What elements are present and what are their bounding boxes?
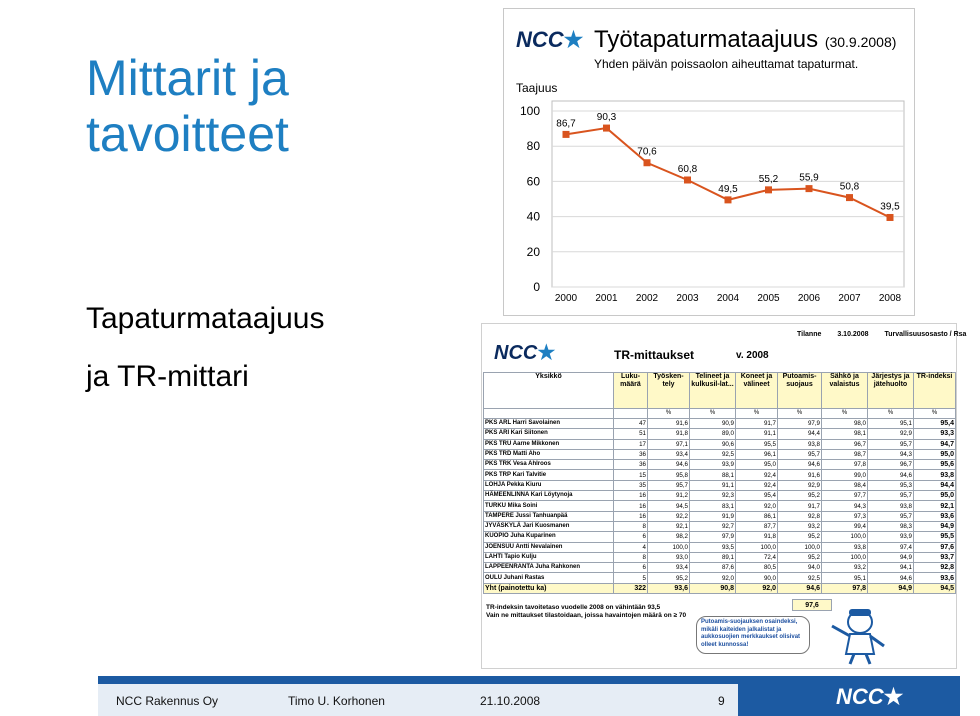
row-tr-index: 94,7	[914, 439, 956, 449]
row-value: 36	[614, 460, 648, 470]
y-tick-label: 40	[526, 209, 540, 224]
speech-bubble: Putoamis-suojauksen osaindeksi, mikäli kaiteiden jalkalistat ja aukkosuojien merkkaukset olisivat olleet kunnossa!	[696, 616, 810, 654]
row-value: 93,0	[648, 552, 690, 562]
chart-title-text: Työtapaturmataajuus	[594, 26, 819, 53]
data-label: 49,5	[718, 183, 738, 195]
ncc-logo-footer	[836, 684, 903, 710]
row-unit-name: KUOPIO Juha Kuparinen	[484, 532, 614, 542]
data-point	[684, 176, 691, 183]
row-value: 95,7	[868, 439, 914, 449]
row-value: 95,1	[868, 419, 914, 429]
row-value: 100,0	[778, 542, 822, 552]
row-tr-index: 93,3	[914, 429, 956, 439]
row-value: 98,0	[822, 419, 868, 429]
row-unit-name: PKS TRP Kari Talvitie	[484, 470, 614, 480]
chart-subtitle: Yhden päivän poissaolon aiheuttamat tapaturmat.	[594, 57, 859, 71]
total-value: 93,6	[648, 583, 690, 593]
column-header: Sähkö ja valaistus	[822, 373, 868, 409]
footer-date: 21.10.2008	[480, 694, 541, 708]
slide-subtitle	[86, 290, 324, 406]
row-value: 100,0	[648, 542, 690, 552]
row-value: 99,4	[822, 521, 868, 531]
row-value: 6	[614, 532, 648, 542]
row-value: 97,3	[822, 511, 868, 521]
row-value: 97,8	[822, 460, 868, 470]
row-value: 93,8	[778, 439, 822, 449]
row-value: 97,9	[690, 532, 736, 542]
data-point	[603, 125, 610, 132]
footer-bar	[98, 676, 960, 716]
row-value: 88,1	[690, 470, 736, 480]
row-tr-index: 95,6	[914, 460, 956, 470]
row-value: 35	[614, 480, 648, 490]
note-line1: TR-indeksin tavoitetaso vuodelle 2008 on vähintään 93,5	[486, 604, 661, 611]
row-value: 16	[614, 491, 648, 501]
table-row	[484, 449, 956, 459]
row-tr-index: 95,4	[914, 419, 956, 429]
row-unit-name: LOHJA Pekka Kiuru	[484, 480, 614, 490]
slide-subtitle-line1: Tapaturmataajuus	[86, 302, 325, 335]
table-row	[484, 511, 956, 521]
tilanne-date: 3.10.2008	[837, 331, 869, 338]
percent-row-spacer	[614, 409, 648, 419]
row-value: 94,1	[868, 563, 914, 573]
table-note	[486, 604, 686, 620]
row-value: 16	[614, 511, 648, 521]
ncc-logo-table	[494, 340, 555, 365]
row-value: 98,7	[822, 449, 868, 459]
row-value: 95,7	[868, 491, 914, 501]
y-tick-label: 80	[526, 139, 540, 154]
row-value: 93,2	[822, 563, 868, 573]
row-value: 94,5	[648, 501, 690, 511]
row-unit-name: LAHTI Tapio Kulju	[484, 552, 614, 562]
row-value: 91,7	[736, 419, 778, 429]
row-value: 94,3	[868, 449, 914, 459]
footer-author: Timo U. Korhonen	[288, 694, 385, 708]
x-tick-label: 2005	[757, 293, 780, 304]
star-icon: ★	[537, 342, 556, 364]
row-value: 98,3	[868, 521, 914, 531]
row-value: 86,1	[736, 511, 778, 521]
row-value: 94,3	[822, 501, 868, 511]
total-value: 92,0	[736, 583, 778, 593]
data-point	[725, 196, 732, 203]
column-header: Työsken-tely	[648, 373, 690, 409]
row-value: 100,0	[822, 532, 868, 542]
row-value: 98,2	[648, 532, 690, 542]
row-value: 87,7	[736, 521, 778, 531]
row-value: 92,9	[778, 480, 822, 490]
data-point	[765, 186, 772, 193]
percent-unit-cell: %	[648, 409, 690, 419]
row-value: 92,2	[648, 511, 690, 521]
total-value: 322	[614, 583, 648, 593]
x-tick-label: 2004	[716, 293, 740, 304]
y-tick-label: 60	[526, 174, 540, 189]
row-value: 94,9	[868, 552, 914, 562]
row-value: 92,8	[778, 511, 822, 521]
percent-unit-cell: %	[914, 409, 956, 419]
row-value: 89,0	[690, 429, 736, 439]
tilanne-owner: Turvallisuusosasto / Rsa	[884, 331, 967, 338]
row-value: 92,1	[648, 521, 690, 531]
data-point	[887, 214, 894, 221]
tr-table	[483, 372, 956, 594]
row-value: 91,8	[736, 532, 778, 542]
y-tick-label: 20	[526, 244, 540, 259]
percent-unit-cell: %	[778, 409, 822, 419]
row-value: 83,1	[690, 501, 736, 511]
highlight-value: 97,6	[792, 599, 832, 611]
chart-ylabel: Taajuus	[516, 81, 558, 95]
row-value: 98,1	[822, 429, 868, 439]
frequency-chart-panel	[503, 8, 915, 316]
row-tr-index: 93,6	[914, 573, 956, 583]
x-tick-label: 2000	[554, 293, 578, 304]
table-row	[484, 552, 956, 562]
table-row	[484, 501, 956, 511]
row-value: 95,2	[778, 532, 822, 542]
row-value: 95,2	[778, 491, 822, 501]
row-value: 90,0	[736, 573, 778, 583]
ncc-logo-text: NCC	[516, 27, 564, 52]
row-unit-name: TURKU Mika Soini	[484, 501, 614, 511]
row-value: 94,6	[648, 460, 690, 470]
row-value: 92,9	[868, 429, 914, 439]
row-value: 92,5	[778, 573, 822, 583]
row-value: 91,7	[778, 501, 822, 511]
row-unit-name: PKS TRD Matti Aho	[484, 449, 614, 459]
column-header: Putoamis-suojaus	[778, 373, 822, 409]
row-value: 95,7	[648, 480, 690, 490]
slide-title	[86, 50, 289, 162]
slide-title-line1: Mittarit ja	[86, 50, 289, 106]
row-unit-name: PKS ARL Harri Savolainen	[484, 419, 614, 429]
y-tick-label: 0	[533, 280, 540, 294]
ncc-logo-table-text: NCC	[494, 342, 538, 364]
row-value: 94,0	[778, 563, 822, 573]
percent-unit-cell: %	[736, 409, 778, 419]
line-chart	[504, 9, 914, 309]
percent-unit-cell: %	[690, 409, 736, 419]
row-value: 91,1	[736, 429, 778, 439]
row-value: 94,6	[868, 573, 914, 583]
row-value: 92,5	[690, 449, 736, 459]
row-value: 96,7	[868, 460, 914, 470]
note-line2: Vain ne mittaukset tilastoidaan, joissa havaintojen määrä on ≥ 70	[486, 612, 687, 619]
data-point	[846, 194, 853, 201]
row-value: 97,7	[822, 491, 868, 501]
row-value: 36	[614, 449, 648, 459]
row-tr-index: 92,1	[914, 501, 956, 511]
row-value: 5	[614, 573, 648, 583]
row-tr-index: 92,8	[914, 563, 956, 573]
row-value: 91,6	[778, 470, 822, 480]
row-tr-index: 97,6	[914, 542, 956, 552]
row-tr-index: 93,7	[914, 552, 956, 562]
data-label: 50,8	[839, 181, 860, 193]
column-header: Luku-määrä	[614, 373, 648, 409]
row-value: 51	[614, 429, 648, 439]
row-value: 93,4	[648, 563, 690, 573]
row-tr-index: 93,8	[914, 470, 956, 480]
table-row	[484, 419, 956, 429]
row-value: 91,1	[690, 480, 736, 490]
table-name: TR-mittaukset	[614, 348, 695, 362]
x-tick-label: 2008	[878, 293, 902, 304]
row-value: 94,6	[778, 460, 822, 470]
tilanne-label: Tilanne	[797, 331, 822, 338]
data-label: 70,6	[637, 146, 657, 158]
percent-unit-cell: %	[822, 409, 868, 419]
row-value: 99,0	[822, 470, 868, 480]
row-value: 91,6	[648, 419, 690, 429]
row-value: 95,2	[648, 573, 690, 583]
row-unit-name: TAMPERE Jussi Tanhuanpää	[484, 511, 614, 521]
row-unit-name: PKS ARI Kari Siitonen	[484, 429, 614, 439]
row-tr-index: 95,5	[914, 532, 956, 542]
x-tick-label: 2001	[595, 293, 618, 304]
column-header: Järjestys ja jätehuolto	[868, 373, 914, 409]
chart-title-date: (30.9.2008)	[824, 34, 897, 50]
footer-company: NCC Rakennus Oy	[116, 694, 219, 708]
row-value: 4	[614, 542, 648, 552]
slide-subtitle-line2: ja TR-mittari	[86, 360, 249, 393]
row-value: 95,0	[736, 460, 778, 470]
row-value: 90,6	[690, 439, 736, 449]
star-icon: ★	[563, 27, 584, 52]
data-label: 39,5	[880, 201, 900, 213]
row-value: 87,6	[690, 563, 736, 573]
total-label: Yht (painotettu ka)	[484, 583, 614, 593]
row-unit-name: JYVÄSKYLÄ Jari Kuosmanen	[484, 521, 614, 531]
data-label: 86,7	[556, 118, 576, 130]
row-unit-name: LAPPEENRANTA Juha Rahkonen	[484, 563, 614, 573]
row-value: 93,8	[822, 542, 868, 552]
row-value: 97,9	[778, 419, 822, 429]
row-value: 93,8	[868, 501, 914, 511]
row-value: 92,0	[736, 501, 778, 511]
column-header: Telineet ja kulkusil-lat...	[690, 373, 736, 409]
row-tr-index: 93,6	[914, 511, 956, 521]
row-value: 93,9	[690, 460, 736, 470]
row-value: 90,9	[690, 419, 736, 429]
row-value: 92,4	[736, 470, 778, 480]
data-point	[806, 185, 813, 192]
table-status-line	[797, 331, 980, 338]
total-value: 94,5	[914, 583, 956, 593]
row-value: 93,5	[690, 542, 736, 552]
row-tr-index: 95,0	[914, 449, 956, 459]
data-label: 55,2	[758, 173, 779, 185]
total-value: 97,8	[822, 583, 868, 593]
row-value: 95,8	[648, 470, 690, 480]
row-value: 8	[614, 552, 648, 562]
row-value: 16	[614, 501, 648, 511]
row-value: 80,5	[736, 563, 778, 573]
percent-row-spacer	[484, 409, 614, 419]
table-row	[484, 521, 956, 531]
table-row	[484, 429, 956, 439]
total-row	[484, 583, 956, 593]
row-value: 91,2	[648, 491, 690, 501]
row-unit-name: PKS TRK Vesa Ahlroos	[484, 460, 614, 470]
row-tr-index: 94,9	[914, 521, 956, 531]
row-value: 17	[614, 439, 648, 449]
total-value: 94,9	[868, 583, 914, 593]
row-value: 92,3	[690, 491, 736, 501]
table-row	[484, 573, 956, 583]
row-unit-name: JOENSUU Antti Nevalainen	[484, 542, 614, 552]
row-value: 95,7	[778, 449, 822, 459]
ncc-logo-footer-text: NCC	[836, 684, 884, 709]
table-year: v. 2008	[736, 350, 769, 361]
row-value: 91,8	[648, 429, 690, 439]
table-row	[484, 470, 956, 480]
table-row	[484, 460, 956, 470]
table-row	[484, 542, 956, 552]
row-value: 93,4	[648, 449, 690, 459]
data-label: 55,9	[799, 172, 819, 184]
row-tr-index: 94,4	[914, 480, 956, 490]
x-tick-label: 2002	[635, 293, 659, 304]
data-label: 60,8	[677, 163, 698, 175]
percent-unit-cell: %	[868, 409, 914, 419]
data-point	[644, 159, 651, 166]
column-header: Yksikkö	[484, 373, 614, 409]
row-value: 95,4	[736, 491, 778, 501]
x-tick-label: 2006	[797, 293, 821, 304]
row-value: 15	[614, 470, 648, 480]
footer-page-number: 9	[718, 694, 725, 708]
slide-title-line2: tavoitteet	[86, 106, 289, 162]
table-row	[484, 563, 956, 573]
row-value: 91,9	[690, 511, 736, 521]
mascot-illustration	[822, 604, 892, 666]
total-value: 94,6	[778, 583, 822, 593]
row-value: 100,0	[822, 552, 868, 562]
row-value: 95,2	[778, 552, 822, 562]
row-value: 92,0	[690, 573, 736, 583]
row-value: 47	[614, 419, 648, 429]
row-value: 92,4	[736, 480, 778, 490]
star-icon: ★	[883, 684, 904, 709]
y-tick-label: 100	[519, 104, 540, 118]
row-value: 97,1	[648, 439, 690, 449]
row-value: 89,1	[690, 552, 736, 562]
column-header: TR-indeksi	[914, 373, 956, 409]
row-value: 72,4	[736, 552, 778, 562]
row-value: 92,7	[690, 521, 736, 531]
row-value: 93,2	[778, 521, 822, 531]
row-value: 94,4	[778, 429, 822, 439]
data-point	[563, 131, 570, 138]
row-unit-name: PKS TRU Aarne Mikkonen	[484, 439, 614, 449]
row-value: 96,1	[736, 449, 778, 459]
row-value: 95,1	[822, 573, 868, 583]
data-label: 90,3	[596, 112, 617, 124]
row-value: 97,4	[868, 542, 914, 552]
tr-measurement-panel	[481, 323, 967, 669]
x-tick-label: 2003	[676, 293, 699, 304]
column-header: Koneet ja välineet	[736, 373, 778, 409]
table-row	[484, 491, 956, 501]
table-header-area	[482, 324, 967, 370]
row-tr-index: 95,0	[914, 491, 956, 501]
table-row	[484, 480, 956, 490]
table-row	[484, 439, 956, 449]
row-value: 8	[614, 521, 648, 531]
row-value: 94,6	[868, 470, 914, 480]
row-value: 98,4	[822, 480, 868, 490]
total-value: 90,8	[690, 583, 736, 593]
row-value: 100,0	[736, 542, 778, 552]
row-value: 6	[614, 563, 648, 573]
row-value: 93,9	[868, 532, 914, 542]
row-unit-name: OULU Juhani Rastas	[484, 573, 614, 583]
row-value: 95,3	[868, 480, 914, 490]
table-row	[484, 532, 956, 542]
row-value: 96,7	[822, 439, 868, 449]
row-unit-name: HÄMEENLINNA Kari Löytynoja	[484, 491, 614, 501]
row-value: 95,5	[736, 439, 778, 449]
row-value: 95,7	[868, 511, 914, 521]
x-tick-label: 2007	[838, 293, 861, 304]
